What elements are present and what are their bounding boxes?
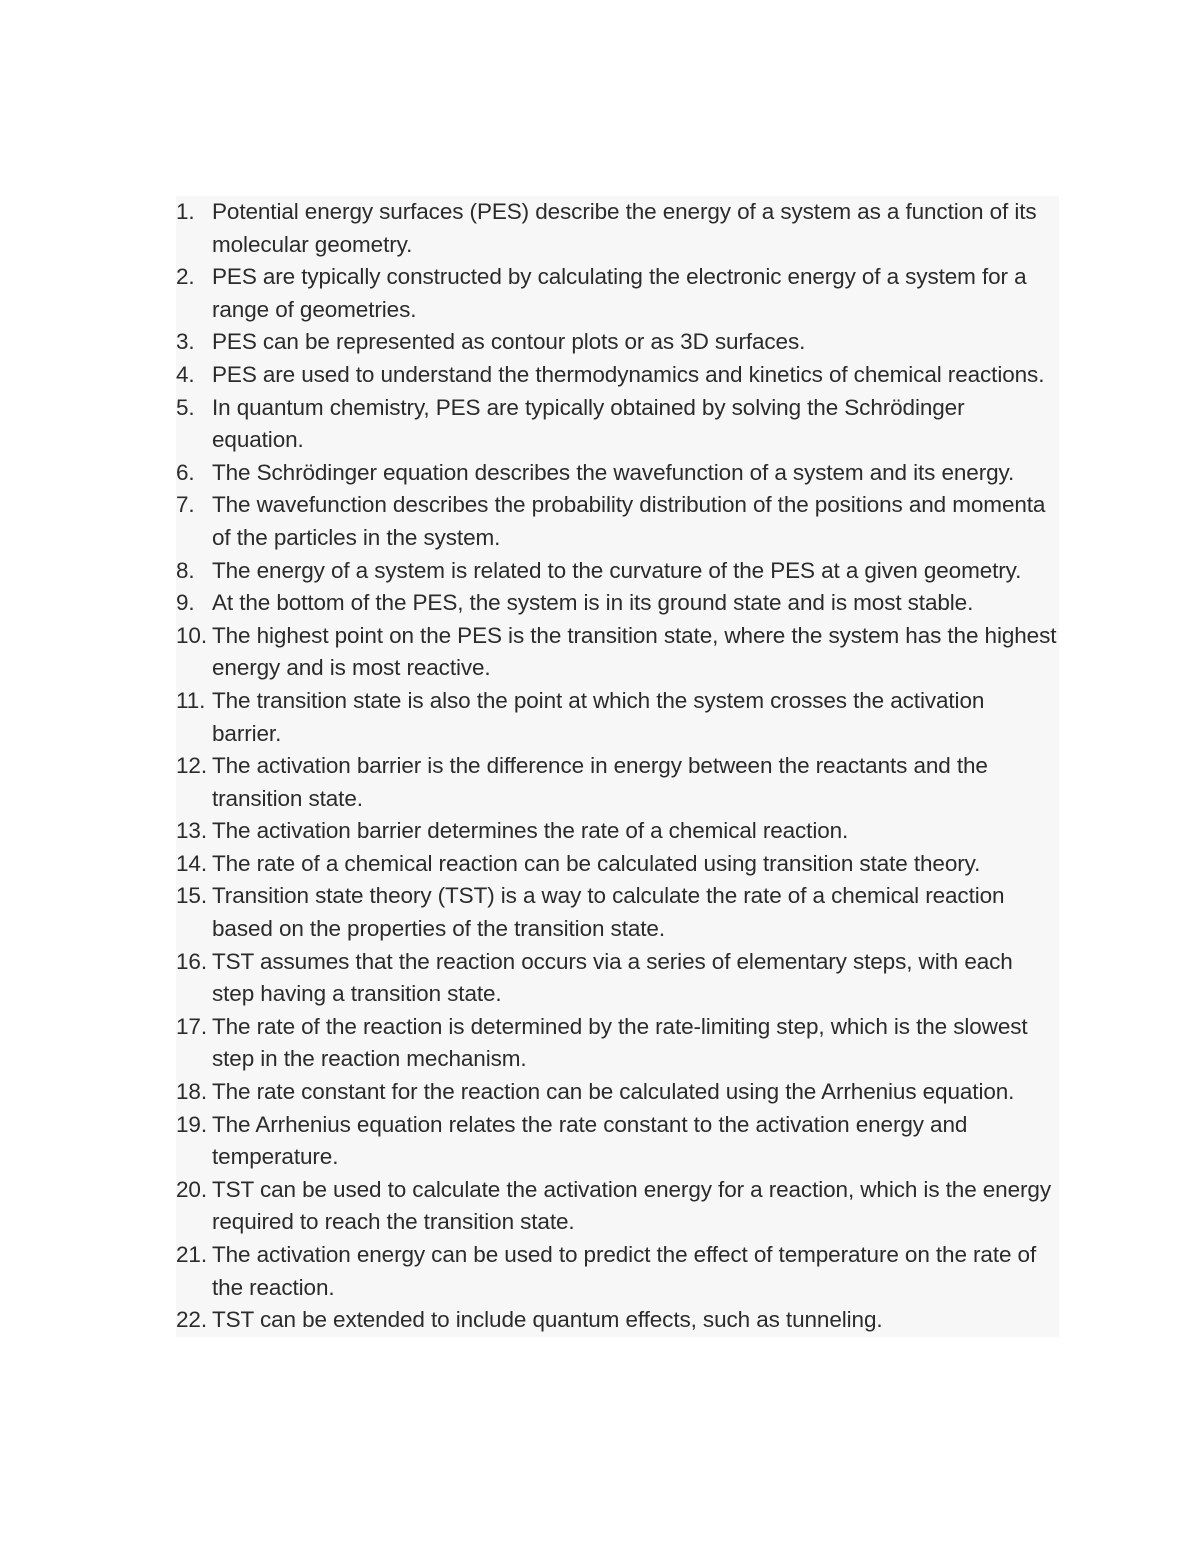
list-item-number: 10. <box>176 622 207 648</box>
list-item <box>176 848 1059 881</box>
list-item-text: The Schrödinger equation describes the wavefunction of a system and its energy. <box>212 459 1015 485</box>
list-item <box>176 880 1059 945</box>
list-item-text: The activation barrier is the difference in energy between the reactants and the transition state. <box>212 753 988 811</box>
list-item-number: 7. <box>176 492 195 518</box>
list-item-text: The activation barrier determines the rate of a chemical reaction. <box>212 818 849 844</box>
list-item <box>176 1239 1059 1304</box>
list-item-text: PES can be represented as contour plots or as 3D surfaces. <box>212 329 806 355</box>
list-item-number: 16. <box>176 948 207 974</box>
list-item-text: The rate of a chemical reaction can be calculated using transition state theory. <box>212 850 981 876</box>
list-item <box>176 587 1059 620</box>
list-item <box>176 359 1059 392</box>
list-item-number: 9. <box>176 590 195 616</box>
list-item-text: The rate of the reaction is determined by the rate-limiting step, which is the slowest step in the reaction mechanism. <box>212 1013 1028 1072</box>
list-item-number: 19. <box>176 1111 207 1137</box>
list-item-text: The highest point on the PES is the transition state, where the system has the highest energy and is most reactive. <box>212 622 1057 681</box>
list-item-number: 18. <box>176 1079 207 1105</box>
list-item-number: 20. <box>176 1176 207 1202</box>
list-item-number: 17. <box>176 1013 207 1039</box>
list-item-number: 8. <box>176 557 195 583</box>
list-item-number: 5. <box>176 394 195 420</box>
list-item-text: Transition state theory (TST) is a way to calculate the rate of a chemical reaction based on the properties of the transition state. <box>212 883 1005 942</box>
list-item-text: TST can be used to calculate the activation energy for a reaction, which is the energy required to reach the transition state. <box>212 1176 1051 1235</box>
list-item-number: 11. <box>176 687 206 713</box>
list-item <box>176 326 1059 359</box>
list-item <box>176 1011 1059 1076</box>
list-item <box>176 1109 1059 1174</box>
list-item-text: The activation energy can be used to predict the effect of temperature on the rate of the reaction. <box>212 1242 1037 1300</box>
list-item-number: 15. <box>176 883 207 909</box>
list-item-text: The Arrhenius equation relates the rate constant to the activation energy and temperature. <box>212 1111 968 1170</box>
list-item <box>176 620 1059 685</box>
list-item <box>176 196 1059 261</box>
list-item-text: At the bottom of the PES, the system is in its ground state and is most stable. <box>212 590 974 616</box>
list-item-text: TST assumes that the reaction occurs via a series of elementary steps, with each step having a transition state. <box>212 948 1013 1007</box>
list-item <box>176 457 1059 490</box>
list-item-text: TST can be extended to include quantum effects, such as tunneling. <box>212 1307 883 1333</box>
list-item-number: 22. <box>176 1307 207 1333</box>
list-item <box>176 750 1059 815</box>
list-item <box>176 1174 1059 1239</box>
list-item-text: The transition state is also the point at which the system crosses the activation barrier. <box>212 687 985 746</box>
list-item <box>176 815 1059 848</box>
list-item-number: 12. <box>176 753 207 779</box>
list-item <box>176 1304 1059 1337</box>
list-item-number: 6. <box>176 459 195 485</box>
list-item-text: In quantum chemistry, PES are typically obtained by solving the Schrödinger equation. <box>212 394 965 453</box>
list-item-text: The energy of a system is related to the curvature of the PES at a given geometry. <box>212 557 1022 583</box>
list-item-text: PES are used to understand the thermodynamics and kinetics of chemical reactions. <box>212 361 1045 387</box>
list-item <box>176 392 1059 457</box>
list-item <box>176 489 1059 554</box>
list-item <box>176 555 1059 588</box>
list-item-number: 4. <box>176 361 195 387</box>
list-item-text: Potential energy surfaces (PES) describe the energy of a system as a function of its molecular geometry. <box>212 199 1037 257</box>
list-item-number: 2. <box>176 264 195 290</box>
list-item-number: 14. <box>176 850 207 876</box>
list-item-number: 1. <box>176 199 195 224</box>
list-item-text: PES are typically constructed by calculating the electronic energy of a system for a range of geometries. <box>212 264 1027 322</box>
list-item <box>176 685 1059 750</box>
list-item-number: 3. <box>176 329 195 355</box>
numbered-list <box>176 196 1059 1337</box>
list-item <box>176 1076 1059 1109</box>
list-item-text: The wavefunction describes the probability distribution of the positions and momenta of the particles in the system. <box>212 492 1046 550</box>
list-item-text: The rate constant for the reaction can be calculated using the Arrhenius equation. <box>212 1079 1015 1105</box>
list-item <box>176 946 1059 1011</box>
list-item-number: 13. <box>176 818 207 844</box>
list-item <box>176 261 1059 326</box>
list-item-number: 21. <box>176 1242 207 1267</box>
